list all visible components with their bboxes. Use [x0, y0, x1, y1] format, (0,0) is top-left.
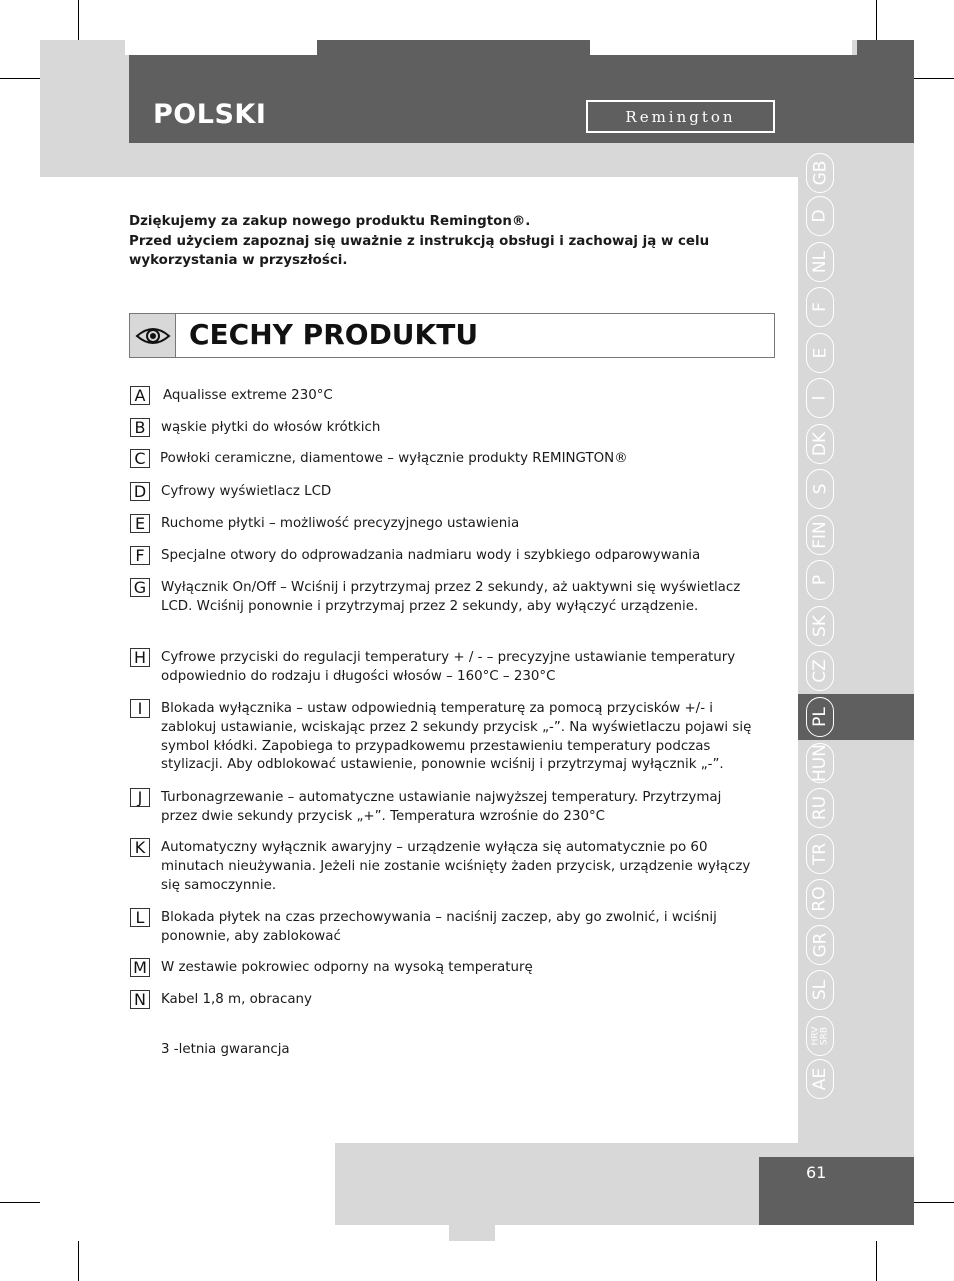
language-tab-label: I: [809, 395, 830, 401]
page-number: 61: [806, 1163, 827, 1182]
feature-letter: J: [130, 788, 150, 807]
crop-mark: [876, 0, 877, 40]
language-tab-i[interactable]: [806, 378, 834, 418]
language-tab-label: SL: [809, 979, 830, 1001]
language-tab-ro[interactable]: [806, 879, 834, 919]
language-tab-label: PL: [809, 707, 830, 727]
feature-letter: C: [130, 449, 150, 468]
crop-mark: [78, 0, 79, 40]
feature-letter: L: [130, 908, 150, 927]
language-tab-hrv-srb[interactable]: [806, 1016, 834, 1056]
language-tab-fin[interactable]: [806, 515, 834, 555]
language-tab-nl[interactable]: [806, 242, 834, 282]
intro-line-2: Przed użyciem zapoznaj się uważnie z instrukcją obsługi i zachowaj ją w celu wykorzystania w przyszłości.: [129, 233, 710, 268]
feature-letter: E: [130, 514, 150, 533]
language-tab-tr[interactable]: [806, 834, 834, 874]
language-tab-label: P: [809, 574, 830, 586]
feature-text: W zestawie pokrowiec odporny na wysoką temperaturę: [161, 960, 533, 975]
section-icon-box: [130, 314, 176, 357]
crop-mark: [914, 1202, 954, 1203]
language-tab-label: E: [810, 347, 830, 359]
language-tab-hun[interactable]: [806, 743, 834, 783]
language-tab-gb[interactable]: [806, 153, 834, 193]
feature-text: Blokada płytek na czas przechowywania – naciśnij zaczep, aby go zwolnić, i wciśnij ponownie, aby zablokować: [161, 910, 717, 944]
page-number-box: [759, 1157, 914, 1225]
header-notch: [125, 40, 317, 55]
language-tab-s[interactable]: [806, 469, 834, 509]
feature-text: Aqualisse extreme 230°C: [163, 388, 333, 403]
language-tab-label: RO: [809, 886, 830, 912]
language-tab-label: S: [809, 483, 830, 495]
warranty-text: 3 -letnia gwarancja: [161, 1042, 290, 1057]
language-tab-label: AE: [810, 1067, 830, 1091]
feature-text: Powłoki ceramiczne, diamentowe – wyłącznie produkty REMINGTON®: [160, 451, 628, 466]
language-tab-e[interactable]: [806, 333, 834, 373]
remington-logo: Remington: [586, 100, 775, 133]
intro-text: [129, 212, 769, 271]
language-tab-ru[interactable]: [806, 788, 834, 828]
feature-text: Kabel 1,8 m, obracany: [161, 992, 312, 1007]
feature-text: Specjalne otwory do odprowadzania nadmiaru wody i szybkiego odparowywania: [161, 548, 701, 563]
language-tab-label: HRV SRB: [810, 1026, 829, 1046]
language-tab-cz[interactable]: [806, 651, 834, 691]
page-title: POLSKI: [153, 99, 267, 130]
crop-mark: [914, 78, 954, 79]
language-tab-label: TR: [809, 842, 830, 866]
section-header: [129, 313, 775, 358]
language-tab-label: NL: [809, 250, 830, 274]
language-tab-label: HUN: [810, 744, 831, 782]
crop-mark: [0, 78, 40, 79]
language-tab-label: CZ: [810, 659, 830, 683]
header-notch: [590, 40, 852, 55]
language-tab-label: D: [810, 209, 830, 223]
language-tab-label: SK: [809, 615, 830, 637]
feature-letter: M: [130, 958, 150, 977]
header-tab: [317, 40, 590, 55]
eye-icon: [135, 325, 171, 347]
feature-letter: H: [130, 648, 150, 667]
feature-text: Turbonagrzewanie – automatyczne ustawianie najwyższej temperatury. Przytrzymaj przez dwie sekundy przycisk „+”. Temperatura wzrośnie do 230°C: [161, 790, 722, 824]
feature-letter: D: [130, 482, 150, 501]
footer-tab: [449, 1225, 495, 1241]
language-tab-p[interactable]: [806, 560, 834, 600]
language-tab-label: DK: [810, 431, 830, 457]
feature-text: wąskie płytki do włosów krótkich: [161, 420, 381, 435]
feature-letter: A: [130, 386, 150, 405]
language-tab-sk[interactable]: [806, 606, 834, 646]
feature-letter: G: [130, 578, 150, 597]
language-tab-d[interactable]: [806, 196, 834, 236]
section-title: CECHY PRODUKTU: [189, 318, 479, 351]
intro-line-1: Dziękujemy za zakup nowego produktu Remington®.: [129, 214, 531, 229]
crop-mark: [876, 1241, 877, 1281]
language-tab-f[interactable]: [806, 287, 834, 327]
feature-text: Cyfrowe przyciski do regulacji temperatury + / - – precyzyjne ustawianie temperatury odpowiednio do rodzaju i długości włosów – 160°C – 230°C: [161, 650, 736, 684]
language-tab-label: RU: [809, 795, 830, 821]
feature-text: Ruchome płytki – możliwość precyzyjnego ustawienia: [161, 516, 520, 531]
feature-text: Wyłącznik On/Off – Wciśnij i przytrzymaj przez 2 sekundy, aż uaktywni się wyświetlacz LCD. Wciśnij ponownie i przytrzymaj przez 2 sekundy, aby wyłączyć urządzenie.: [161, 580, 741, 614]
language-tab-label: GR: [810, 932, 830, 958]
language-tab-gr[interactable]: [806, 925, 834, 965]
language-tab-dk[interactable]: [806, 424, 834, 464]
header-tab: [857, 40, 914, 55]
language-tab-ae[interactable]: [806, 1059, 834, 1099]
language-tab-pl[interactable]: [806, 697, 834, 737]
feature-text: Automatyczny wyłącznik awaryjny – urządzenie wyłącza się automatycznie po 60 minutach nieużywania. Jeżeli nie zostanie wciśnięty żaden przycisk, urządzenie wyłączy się samoczynnie.: [161, 840, 751, 893]
feature-letter: N: [130, 990, 150, 1009]
language-tab-label: GB: [810, 160, 830, 186]
language-tab-sl[interactable]: [806, 970, 834, 1010]
feature-letter: F: [130, 546, 150, 565]
feature-letter: B: [130, 418, 150, 437]
feature-letter: I: [130, 699, 150, 718]
feature-text: Blokada wyłącznika – ustaw odpowiednią temperaturę za pomocą przycisków +/- i zablokuj ustawianie, wciskając przez 2 sekundy przycisk „-”. Na wyświetlaczu pojawi się symbol kłódki. Zapobiega to przypadkowemu przestawieniu temperatury podczas stylizacji. Aby odblokować ustawienie, ponownie wciśnij i przytrzymaj wyłącznik „-”.: [161, 701, 752, 773]
feature-letter: K: [130, 838, 150, 857]
language-tab-label: FIN: [810, 521, 831, 549]
crop-mark: [78, 1241, 79, 1281]
feature-text: Cyfrowy wyświetlacz LCD: [161, 484, 332, 499]
crop-mark: [0, 1202, 40, 1203]
language-tab-label: F: [810, 302, 830, 312]
